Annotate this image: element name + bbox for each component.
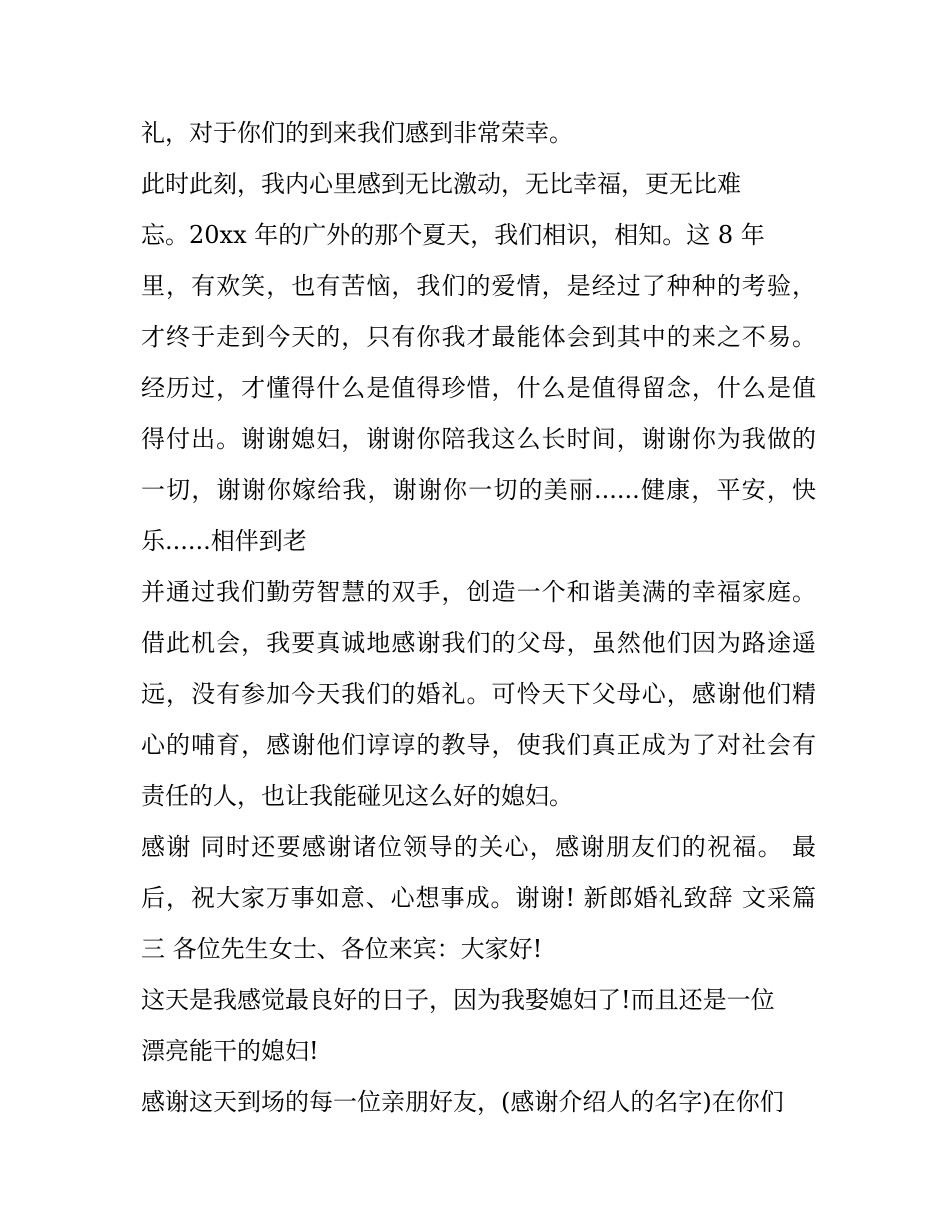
text-line: 忘。20xx 年的广外的那个夏天，我们相识，相知。这 8 年	[141, 221, 765, 249]
text-line: 礼，对于你们的到来我们感到非常荣幸。	[141, 119, 573, 147]
body-text	[141, 108, 816, 1128]
text-line: 借此机会，我要真诚地感谢我们的父母，虽然他们因为路途遥	[141, 629, 816, 657]
text-line: 感谢这天到场的每一位亲朋好友，(感谢介绍人的名字)在你们	[141, 1088, 784, 1116]
text-line: 经历过，才懂得什么是值得珍惜，什么是值得留念，什么是值	[141, 374, 816, 402]
text-line: 这天是我感觉最良好的日子，因为我娶媳妇了!而且还是一位	[141, 986, 775, 1014]
text-line: 一切，谢谢你嫁给我，谢谢你一切的美丽......健康，平安，快	[141, 476, 816, 504]
text-line: 里，有欢笑，也有苦恼，我们的爱情，是经过了种种的考验，	[141, 272, 816, 300]
text-line: 此时此刻，我内心里感到无比激动，无比幸福，更无比难	[141, 170, 741, 198]
text-line: 漂亮能干的媳妇!	[141, 1037, 319, 1065]
text-line: 后，祝大家万事如意、心想事成。谢谢! 新郎婚礼致辞 文采篇	[141, 884, 816, 912]
text-line: 三 各位先生女士、各位来宾：大家好!	[141, 935, 543, 963]
text-line: 得付出。谢谢媳妇，谢谢你陪我这么长时间，谢谢你为我做的	[141, 425, 816, 453]
text-line: 心的哺育，感谢他们谆谆的教导，使我们真正成为了对社会有	[141, 731, 816, 759]
text-line: 乐......相伴到老	[141, 527, 307, 555]
text-line: 才终于走到今天的，只有你我才最能体会到其中的来之不易。	[141, 323, 816, 351]
text-line: 并通过我们勤劳智慧的双手，创造一个和谐美满的幸福家庭。	[141, 578, 816, 606]
text-line: 远，没有参加今天我们的婚礼。可怜天下父母心，感谢他们精	[141, 680, 816, 708]
text-line: 责任的人，也让我能碰见这么好的媳妇。	[141, 782, 573, 810]
text-line: 感谢 同时还要感谢诸位领导的关心，感谢朋友们的祝福。 最	[141, 833, 816, 861]
